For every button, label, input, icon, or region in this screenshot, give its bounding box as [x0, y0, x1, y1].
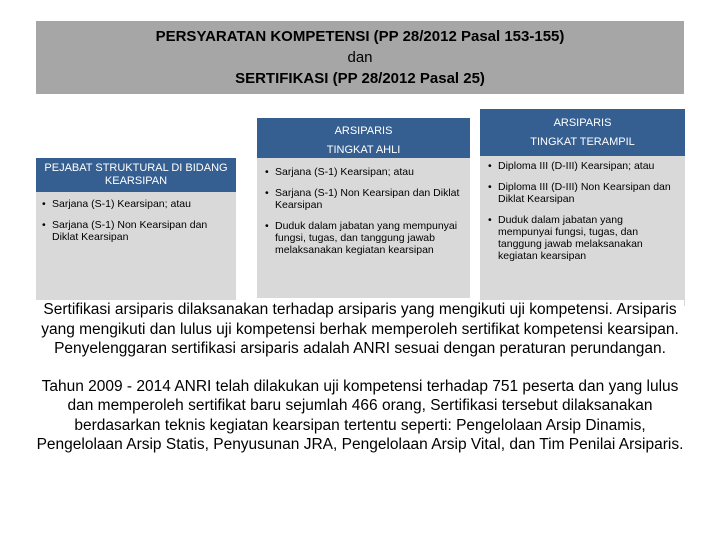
- terampil-panel: [480, 156, 685, 306]
- slide-title: [36, 21, 684, 94]
- list-item: • Duduk dalam jabatan yang mempunyai fungsi, tugas, dan tanggung jawab melaksanakan kegiatan kearsipan: [488, 214, 679, 262]
- title-line-2: dan: [347, 49, 373, 66]
- list-item: • Sarjana (S-1) Non Kearsipan dan Diklat Kearsipan: [265, 187, 462, 211]
- ahli-header-line-2: TINGKAT AHLI: [326, 144, 401, 156]
- struktural-list: [42, 198, 230, 243]
- list-item: • Diploma III (D-III) Kearsipan; atau: [488, 160, 679, 172]
- paragraph-sertifikasi: Sertifikasi arsiparis dilaksanakan terhadap arsiparis yang mengikuti uji kompetensi. Arsiparis yang mengikuti dan lulus uji kompetensi berhak memperoleh sertifikat kompetensi kearsipan. Penyelenggaran sertifikasi arsiparis adalah ANRI sesuai dengan peraturan perundangan.: [41, 301, 679, 357]
- terampil-list: [488, 160, 679, 262]
- ahli-list: [265, 166, 462, 256]
- list-item: • Diploma III (D-III) Non Kearsipan dan Diklat Kearsipan: [488, 181, 679, 205]
- struktural-header: PEJABAT STRUKTURAL DI BIDANG KEARSIPAN: [36, 158, 236, 192]
- ahli-header: [257, 118, 470, 158]
- terampil-header: [480, 109, 685, 156]
- list-item: • Sarjana (S-1) Non Kearsipan dan Diklat Kearsipan: [42, 219, 230, 243]
- title-line-1: PERSYARATAN KOMPETENSI (PP 28/2012 Pasal 153-155): [155, 28, 565, 45]
- title-line-3: SERTIFIKASI (PP 28/2012 Pasal 25): [235, 70, 485, 87]
- list-item: • Duduk dalam jabatan yang mempunyai fungsi, tugas, dan tanggung jawab melaksanakan kegiatan kearsipan: [265, 220, 462, 256]
- ahli-header-line-1: ARSIPARIS: [334, 125, 393, 137]
- body-text: [36, 300, 684, 526]
- paragraph-statistik: Tahun 2009 - 2014 ANRI telah dilakukan uji kompetensi terhadap 751 peserta dan yang lulus dan memperoleh sertifikat baru sejumlah 466 orang, Sertifikasi tersebut dilaksanakan berdasarkan teknis kegiatan kearsipan tertentu seperti: Pengelolaan Arsip Dinamis, Pengelolaan Arsip Statis, Penyusunan JRA, Pengelolaan Arsip Vital, dan Tim Penilai Arsiparis.: [36, 377, 684, 453]
- list-item: • Sarjana (S-1) Kearsipan; atau: [42, 198, 230, 210]
- terampil-header-line-1: ARSIPARIS: [553, 117, 612, 129]
- list-item: • Sarjana (S-1) Kearsipan; atau: [265, 166, 462, 178]
- ahli-panel: [257, 158, 470, 298]
- terampil-header-line-2: TINGKAT TERAMPIL: [530, 136, 635, 148]
